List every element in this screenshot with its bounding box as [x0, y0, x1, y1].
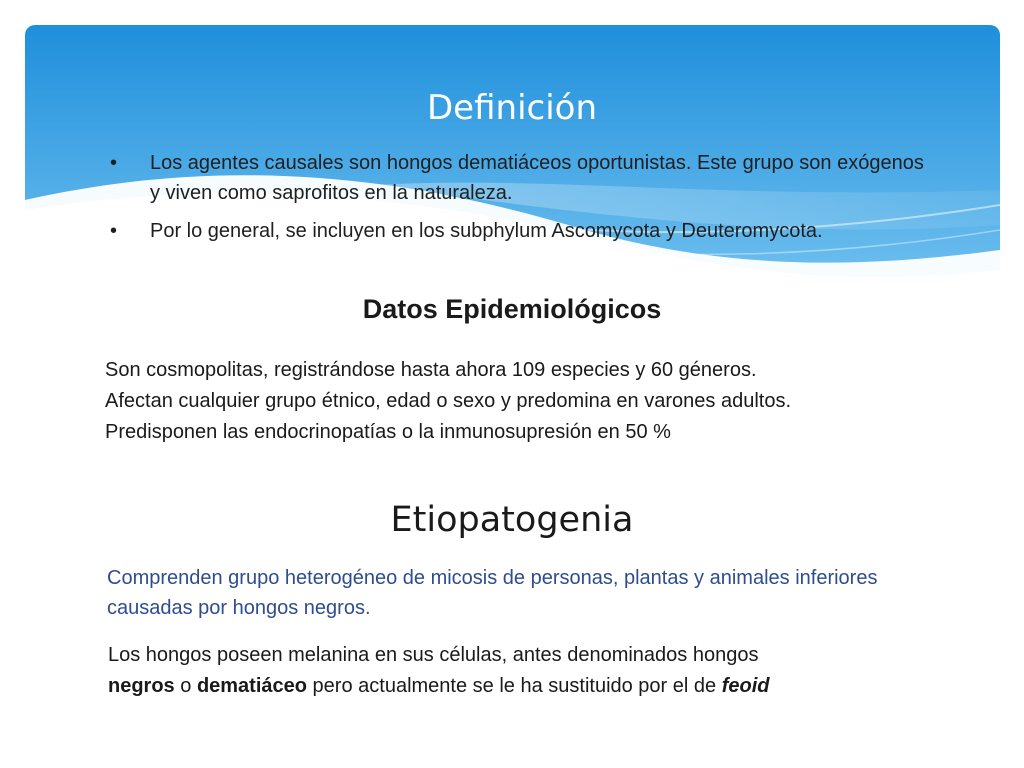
- slide-title: Definición: [427, 88, 597, 128]
- term-dematiaceo: dematiáceo: [196, 675, 307, 697]
- epi-line: Afectan cualquier grupo étnico, edad o sexo y predomina en varones adultos.: [105, 390, 791, 412]
- bullet-item: [108, 216, 928, 246]
- bullet-text: Por lo general, se incluyen en los subphylum Ascomycota y Deuteromycota.: [150, 220, 823, 242]
- epidemiology-text: [105, 355, 865, 448]
- text-o: o: [174, 675, 197, 697]
- epi-line: Predisponen las endocrinopatías o la inmunosupresión en 50 %: [105, 421, 671, 443]
- bullet-dot-icon: •: [110, 152, 118, 174]
- etiopatogenia-description: Comprenden grupo heterogéneo de micosis de personas, plantas y animales inferiores causadas por hongos negros.: [107, 567, 878, 619]
- hongos-line-1: Los hongos poseen melanina en sus células, antes denominados hongos: [108, 644, 759, 666]
- text-rest: pero actualmente se le ha sustituido por el de: [307, 675, 722, 697]
- bullet-dot-icon: •: [110, 220, 118, 242]
- term-negros: negros: [108, 675, 175, 697]
- definition-bullet-list: [108, 148, 928, 254]
- hongos-line-2: [108, 671, 968, 702]
- datos-heading: Datos Epidemiológicos: [362, 294, 662, 324]
- etiopatogenia-heading: Etiopatogenia: [390, 500, 634, 540]
- term-feoid: feoid: [721, 675, 770, 697]
- bullet-text: Los agentes causales son hongos dematiáceos oportunistas. Este grupo son exógenos y viven como saprofitos en la naturaleza.: [150, 152, 924, 204]
- bullet-item: [108, 148, 928, 208]
- epi-line: Son cosmopolitas, registrándose hasta ahora 109 especies y 60 géneros.: [105, 359, 757, 381]
- hongos-paragraph: [108, 640, 968, 702]
